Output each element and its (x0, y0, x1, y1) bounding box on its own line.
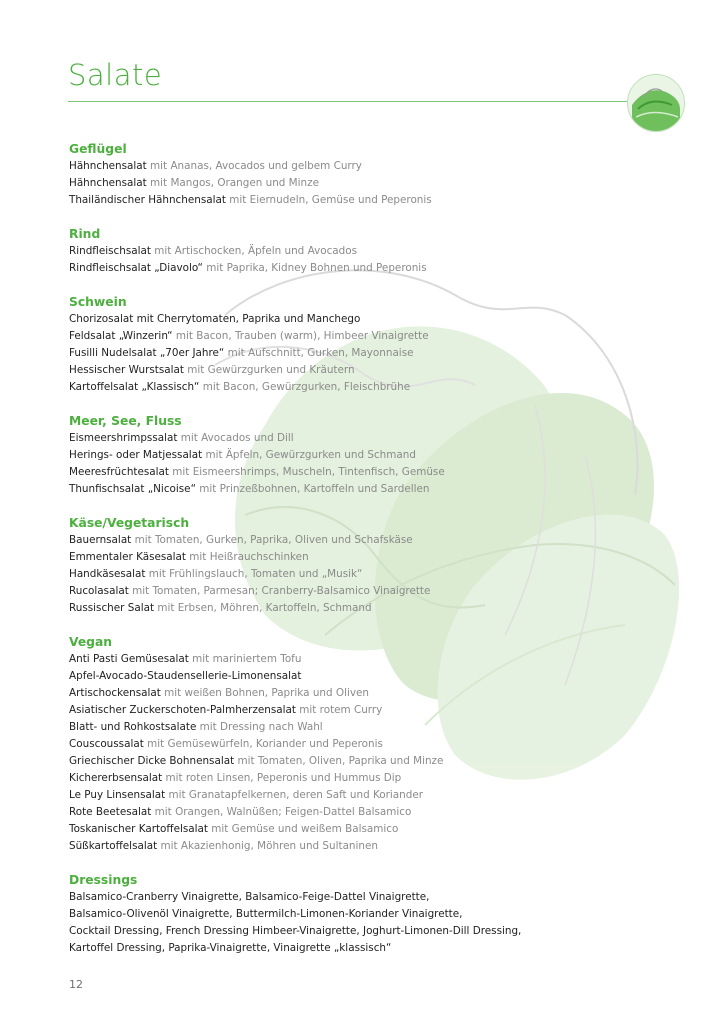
section-vegan (69, 634, 669, 855)
list-item: Fusilli Nudelsalat „70er Jahre“ mit Aufschnitt, Gurken, Mayonnaise (69, 347, 414, 359)
section-kaese-vegetarisch (69, 515, 669, 617)
list-item: Apfel-Avocado-Staudensellerie-Limonensalat (69, 670, 302, 682)
section-dressings (69, 872, 669, 957)
section-title: Meer, See, Fluss (69, 414, 182, 428)
page-number: 12 (69, 978, 83, 991)
list-item: Chorizosalat mit Cherrytomaten, Paprika und Manchego (69, 313, 361, 325)
list-item: Kartoffelsalat „Klassisch“ mit Bacon, Gewürzgurken, Fleischbrühe (69, 381, 411, 393)
list-item: Herings- oder Matjessalat mit Äpfeln, Gewürzgurken und Schmand (69, 449, 416, 461)
list-item: Couscoussalat mit Gemüsewürfeln, Koriander und Peperonis (69, 738, 383, 750)
list-item: Süßkartoffelsalat mit Akazienhonig, Möhren und Sultaninen (69, 840, 378, 852)
list-item: Asiatischer Zuckerschoten-Palmherzensalat mit rotem Curry (69, 704, 383, 716)
list-item: Meeresfrüchtesalat mit Eismeershrimps, Muscheln, Tintenfisch, Gemüse (69, 466, 445, 478)
list-item: Toskanischer Kartoffelsalat mit Gemüse und weißem Balsamico (69, 823, 399, 835)
section-meer-see-fluss (69, 413, 669, 498)
list-item: Rindfleischsalat mit Artischocken, Äpfeln und Avocados (69, 245, 358, 257)
list-item: Griechischer Dicke Bohnensalat mit Tomaten, Oliven, Paprika und Minze (69, 755, 444, 767)
list-item: Artischockensalat mit weißen Bohnen, Paprika und Oliven (69, 687, 369, 699)
list-item: Balsamico-Cranberry Vinaigrette, Balsamico-Feige-Dattel Vinaigrette, (69, 891, 430, 903)
section-schwein (69, 294, 669, 396)
list-item: Handkäsesalat mit Frühlingslauch, Tomaten und „Musik“ (69, 568, 363, 580)
list-item: Blatt- und Rohkostsalate mit Dressing nach Wahl (69, 721, 323, 733)
section-title: Dressings (69, 873, 138, 887)
list-item: Cocktail Dressing, French Dressing Himbeer-Vinaigrette, Joghurt-Limonen-Dill Dressing, (69, 925, 522, 937)
list-item: Feldsalat „Winzerin“ mit Bacon, Trauben (warm), Himbeer Vinaigrette (69, 330, 429, 342)
section-title: Vegan (69, 635, 113, 649)
list-item: Thunfischsalat „Nicoise“ mit Prinzeßbohnen, Kartoffeln und Sardellen (69, 483, 430, 495)
list-item: Rindfleischsalat „Diavolo“ mit Paprika, Kidney Bohnen und Peperonis (69, 262, 427, 274)
list-item: Rucolasalat mit Tomaten, Parmesan; Cranberry-Balsamico Vinaigrette (69, 585, 431, 597)
list-item: Eismeershrimpssalat mit Avocados und Dill (69, 432, 294, 444)
list-item: Hähnchensalat mit Ananas, Avocados und gelbem Curry (69, 160, 362, 172)
menu-content (69, 141, 669, 974)
list-item: Balsamico-Olivenöl Vinaigrette, Buttermilch-Limonen-Koriander Vinaigrette, (69, 908, 463, 920)
list-item: Emmentaler Käsesalat mit Heißrauchschinken (69, 551, 309, 563)
list-item: Anti Pasti Gemüsesalat mit mariniertem Tofu (69, 653, 302, 665)
section-title: Geflügel (69, 142, 127, 156)
section-title: Käse/Vegetarisch (69, 516, 190, 530)
list-item: Hessischer Wurstsalat mit Gewürzgurken und Kräutern (69, 364, 355, 376)
list-item: Thailändischer Hähnchensalat mit Eiernudeln, Gemüse und Peperonis (69, 194, 432, 206)
salad-badge-icon (627, 74, 685, 132)
list-item: Rote Beetesalat mit Orangen, Walnüßen; Feigen-Dattel Balsamico (69, 806, 412, 818)
section-title: Rind (69, 227, 101, 241)
section-rind (69, 226, 669, 277)
section-gefluegel (69, 141, 669, 209)
list-item: Le Puy Linsensalat mit Granatapfelkernen, deren Saft und Koriander (69, 789, 424, 801)
list-item: Hähnchensalat mit Mangos, Orangen und Minze (69, 177, 319, 189)
list-item: Kartoffel Dressing, Paprika-Vinaigrette, Vinaigrette „klassisch“ (69, 942, 392, 954)
list-item: Kichererbsensalat mit roten Linsen, Peperonis und Hummus Dip (69, 772, 402, 784)
title-divider (68, 101, 628, 102)
list-item: Bauernsalat mit Tomaten, Gurken, Paprika, Oliven und Schafskäse (69, 534, 413, 546)
section-title: Schwein (69, 295, 127, 309)
page-title: Salate (68, 58, 163, 92)
list-item: Russischer Salat mit Erbsen, Möhren, Kartoffeln, Schmand (69, 602, 372, 614)
